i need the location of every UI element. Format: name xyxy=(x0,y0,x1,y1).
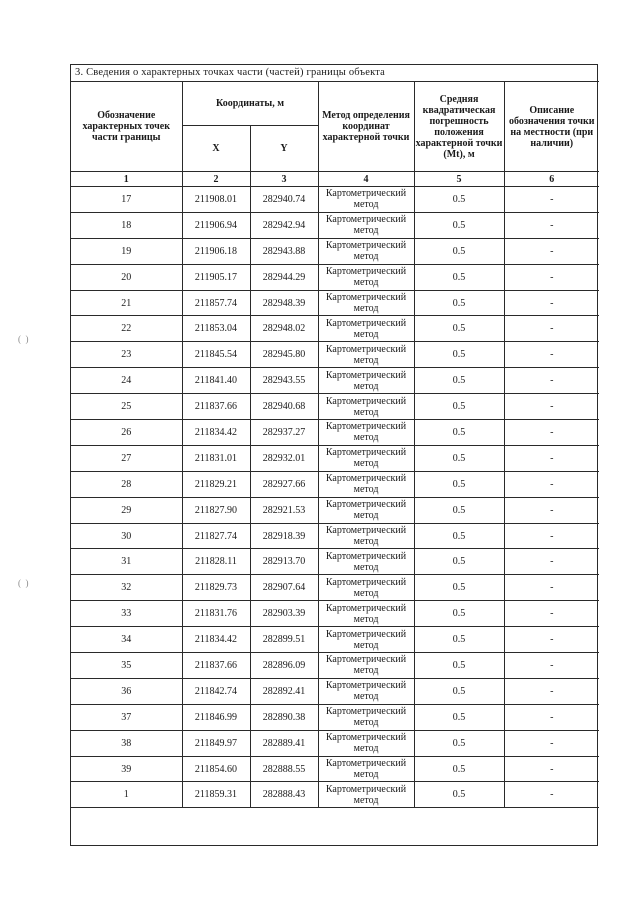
accuracy-cell: 0.5 xyxy=(414,523,504,549)
method-cell: Картометрический метод xyxy=(318,678,414,704)
coord-x-cell: 211827.74 xyxy=(182,523,250,549)
coord-x-cell: 211829.21 xyxy=(182,471,250,497)
table-row xyxy=(71,704,599,730)
accuracy-cell: 0.5 xyxy=(414,782,504,808)
description-cell: - xyxy=(504,471,599,497)
coord-x-cell: 211849.97 xyxy=(182,730,250,756)
table-row xyxy=(71,756,599,782)
accuracy-cell: 0.5 xyxy=(414,238,504,264)
table-row xyxy=(71,420,599,446)
description-cell: - xyxy=(504,264,599,290)
coord-y-cell: 282888.55 xyxy=(250,756,318,782)
coord-y-cell: 282948.02 xyxy=(250,316,318,342)
coord-x-cell: 211905.17 xyxy=(182,264,250,290)
accuracy-cell: 0.5 xyxy=(414,316,504,342)
column-number: 4 xyxy=(318,172,414,187)
column-number: 2 xyxy=(182,172,250,187)
coord-y-cell: 282948.39 xyxy=(250,290,318,316)
accuracy-cell: 0.5 xyxy=(414,264,504,290)
point-id-cell: 18 xyxy=(71,212,182,238)
table-row xyxy=(71,264,599,290)
method-cell: Картометрический метод xyxy=(318,627,414,653)
header-description: Описание обозначения точки на местности (при наличии) xyxy=(504,82,599,172)
table-row xyxy=(71,290,599,316)
point-id-cell: 29 xyxy=(71,497,182,523)
coord-y-cell: 282940.68 xyxy=(250,394,318,420)
point-id-cell: 1 xyxy=(71,782,182,808)
coord-y-cell: 282918.39 xyxy=(250,523,318,549)
coord-x-cell: 211841.40 xyxy=(182,368,250,394)
description-cell: - xyxy=(504,627,599,653)
accuracy-cell: 0.5 xyxy=(414,601,504,627)
accuracy-cell: 0.5 xyxy=(414,471,504,497)
point-id-cell: 24 xyxy=(71,368,182,394)
coord-x-cell: 211837.66 xyxy=(182,394,250,420)
table-row xyxy=(71,523,599,549)
coord-y-cell: 282890.38 xyxy=(250,704,318,730)
coord-x-cell: 211845.54 xyxy=(182,342,250,368)
method-cell: Картометрический метод xyxy=(318,601,414,627)
table-row xyxy=(71,394,599,420)
coord-y-cell: 282899.51 xyxy=(250,627,318,653)
description-cell: - xyxy=(504,290,599,316)
table-row xyxy=(71,316,599,342)
description-cell: - xyxy=(504,368,599,394)
coord-y-cell: 282942.94 xyxy=(250,212,318,238)
coord-y-cell: 282896.09 xyxy=(250,653,318,679)
column-number: 3 xyxy=(250,172,318,187)
point-id-cell: 23 xyxy=(71,342,182,368)
coord-y-cell: 282921.53 xyxy=(250,497,318,523)
column-number: 1 xyxy=(71,172,182,187)
accuracy-cell: 0.5 xyxy=(414,730,504,756)
coord-y-cell: 282937.27 xyxy=(250,420,318,446)
description-cell: - xyxy=(504,575,599,601)
point-id-cell: 20 xyxy=(71,264,182,290)
column-number: 6 xyxy=(504,172,599,187)
method-cell: Картометрический метод xyxy=(318,290,414,316)
coord-x-cell: 211834.42 xyxy=(182,420,250,446)
table-row xyxy=(71,368,599,394)
coord-x-cell: 211846.99 xyxy=(182,704,250,730)
coord-y-cell: 282913.70 xyxy=(250,549,318,575)
point-id-cell: 36 xyxy=(71,678,182,704)
description-cell: - xyxy=(504,730,599,756)
table-row xyxy=(71,627,599,653)
description-cell: - xyxy=(504,420,599,446)
coord-y-cell: 282940.74 xyxy=(250,187,318,213)
accuracy-cell: 0.5 xyxy=(414,290,504,316)
accuracy-cell: 0.5 xyxy=(414,342,504,368)
accuracy-cell: 0.5 xyxy=(414,704,504,730)
point-id-cell: 22 xyxy=(71,316,182,342)
table-tail-space xyxy=(71,803,597,845)
method-cell: Картометрический метод xyxy=(318,316,414,342)
coord-x-cell: 211906.94 xyxy=(182,212,250,238)
accuracy-cell: 0.5 xyxy=(414,445,504,471)
boundary-points-table xyxy=(71,81,599,808)
table-row xyxy=(71,678,599,704)
description-cell: - xyxy=(504,342,599,368)
punch-mark-bottom: ( ) xyxy=(18,578,29,588)
coord-x-cell: 211906.18 xyxy=(182,238,250,264)
table-body xyxy=(71,187,599,808)
header-coordinates: Координаты, м xyxy=(182,82,318,126)
method-cell: Картометрический метод xyxy=(318,549,414,575)
method-cell: Картометрический метод xyxy=(318,523,414,549)
coord-y-cell: 282903.39 xyxy=(250,601,318,627)
point-id-cell: 31 xyxy=(71,549,182,575)
point-id-cell: 27 xyxy=(71,445,182,471)
description-cell: - xyxy=(504,394,599,420)
coord-x-cell: 211829.73 xyxy=(182,575,250,601)
header-point-designation: Обозначение характерных точек части границы xyxy=(71,82,182,172)
coord-x-cell: 211857.74 xyxy=(182,290,250,316)
accuracy-cell: 0.5 xyxy=(414,212,504,238)
coord-y-cell: 282943.55 xyxy=(250,368,318,394)
coord-x-cell: 211859.31 xyxy=(182,782,250,808)
coord-y-cell: 282892.41 xyxy=(250,678,318,704)
table-row xyxy=(71,653,599,679)
method-cell: Картометрический метод xyxy=(318,420,414,446)
point-id-cell: 21 xyxy=(71,290,182,316)
method-cell: Картометрический метод xyxy=(318,342,414,368)
method-cell: Картометрический метод xyxy=(318,212,414,238)
method-cell: Картометрический метод xyxy=(318,238,414,264)
method-cell: Картометрический метод xyxy=(318,730,414,756)
table-row xyxy=(71,187,599,213)
coord-x-cell: 211908.01 xyxy=(182,187,250,213)
accuracy-cell: 0.5 xyxy=(414,575,504,601)
table-row xyxy=(71,445,599,471)
description-cell: - xyxy=(504,445,599,471)
description-cell: - xyxy=(504,601,599,627)
accuracy-cell: 0.5 xyxy=(414,756,504,782)
method-cell: Картометрический метод xyxy=(318,471,414,497)
coord-y-cell: 282889.41 xyxy=(250,730,318,756)
point-id-cell: 30 xyxy=(71,523,182,549)
section-title: 3. Сведения о характерных точках части (частей) границы объекта xyxy=(71,65,597,82)
coord-y-cell: 282944.29 xyxy=(250,264,318,290)
accuracy-cell: 0.5 xyxy=(414,497,504,523)
table-row xyxy=(71,730,599,756)
accuracy-cell: 0.5 xyxy=(414,653,504,679)
coord-x-cell: 211831.76 xyxy=(182,601,250,627)
table-row xyxy=(71,342,599,368)
description-cell: - xyxy=(504,238,599,264)
accuracy-cell: 0.5 xyxy=(414,549,504,575)
description-cell: - xyxy=(504,316,599,342)
point-id-cell: 39 xyxy=(71,756,182,782)
table-row xyxy=(71,212,599,238)
accuracy-cell: 0.5 xyxy=(414,678,504,704)
coord-x-cell: 211853.04 xyxy=(182,316,250,342)
method-cell: Картометрический метод xyxy=(318,704,414,730)
description-cell: - xyxy=(504,653,599,679)
method-cell: Картометрический метод xyxy=(318,782,414,808)
coord-x-cell: 211854.60 xyxy=(182,756,250,782)
point-id-cell: 19 xyxy=(71,238,182,264)
coord-y-cell: 282932.01 xyxy=(250,445,318,471)
coord-x-cell: 211837.66 xyxy=(182,653,250,679)
header-x: X xyxy=(182,126,250,172)
method-cell: Картометрический метод xyxy=(318,575,414,601)
accuracy-cell: 0.5 xyxy=(414,420,504,446)
description-cell: - xyxy=(504,523,599,549)
point-id-cell: 28 xyxy=(71,471,182,497)
method-cell: Картометрический метод xyxy=(318,497,414,523)
description-cell: - xyxy=(504,212,599,238)
method-cell: Картометрический метод xyxy=(318,187,414,213)
table-row xyxy=(71,238,599,264)
method-cell: Картометрический метод xyxy=(318,445,414,471)
header-accuracy: Средняя квадратическая погрешность положения характерной точки (Mt), м xyxy=(414,82,504,172)
point-id-cell: 25 xyxy=(71,394,182,420)
coord-y-cell: 282943.88 xyxy=(250,238,318,264)
table-row xyxy=(71,601,599,627)
table-row xyxy=(71,497,599,523)
point-id-cell: 35 xyxy=(71,653,182,679)
method-cell: Картометрический метод xyxy=(318,653,414,679)
description-cell: - xyxy=(504,187,599,213)
point-id-cell: 38 xyxy=(71,730,182,756)
coord-y-cell: 282888.43 xyxy=(250,782,318,808)
point-id-cell: 32 xyxy=(71,575,182,601)
description-cell: - xyxy=(504,497,599,523)
description-cell: - xyxy=(504,756,599,782)
accuracy-cell: 0.5 xyxy=(414,627,504,653)
column-number: 5 xyxy=(414,172,504,187)
coord-y-cell: 282945.80 xyxy=(250,342,318,368)
punch-mark-top: ( ) xyxy=(18,334,29,344)
coord-x-cell: 211831.01 xyxy=(182,445,250,471)
table-row xyxy=(71,549,599,575)
description-cell: - xyxy=(504,782,599,808)
coord-x-cell: 211827.90 xyxy=(182,497,250,523)
point-id-cell: 17 xyxy=(71,187,182,213)
description-cell: - xyxy=(504,678,599,704)
description-cell: - xyxy=(504,704,599,730)
accuracy-cell: 0.5 xyxy=(414,394,504,420)
coord-x-cell: 211828.11 xyxy=(182,549,250,575)
accuracy-cell: 0.5 xyxy=(414,368,504,394)
point-id-cell: 34 xyxy=(71,627,182,653)
point-id-cell: 37 xyxy=(71,704,182,730)
coord-x-cell: 211834.42 xyxy=(182,627,250,653)
point-id-cell: 33 xyxy=(71,601,182,627)
table-row xyxy=(71,575,599,601)
header-y: Y xyxy=(250,126,318,172)
document-frame xyxy=(70,64,598,846)
description-cell: - xyxy=(504,549,599,575)
method-cell: Картометрический метод xyxy=(318,368,414,394)
method-cell: Картометрический метод xyxy=(318,394,414,420)
header-method: Метод определения координат характерной точки xyxy=(318,82,414,172)
coord-y-cell: 282927.66 xyxy=(250,471,318,497)
point-id-cell: 26 xyxy=(71,420,182,446)
method-cell: Картометрический метод xyxy=(318,264,414,290)
accuracy-cell: 0.5 xyxy=(414,187,504,213)
coord-x-cell: 211842.74 xyxy=(182,678,250,704)
coord-y-cell: 282907.64 xyxy=(250,575,318,601)
method-cell: Картометрический метод xyxy=(318,756,414,782)
table-row xyxy=(71,471,599,497)
